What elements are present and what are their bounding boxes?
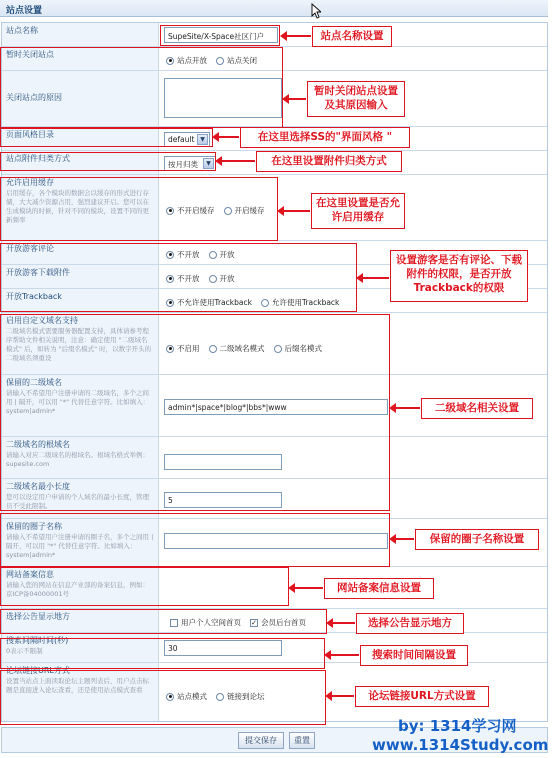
reserved-domain-input[interactable]: admin*|space*|blog*|bbs*|www (164, 399, 388, 415)
radio-cache-off[interactable]: 不开启缓存 (166, 205, 215, 216)
desc-icp: 请输入您的网站在信息产业部的备案信息，例如：京ICP备04000001号 (6, 581, 149, 598)
reset-button[interactable]: 重置 (289, 732, 315, 749)
callout-search: 搜索时间间隔设置 (360, 645, 468, 666)
arrow-c7 (394, 407, 420, 409)
chevron-down-icon: ▼ (197, 134, 208, 145)
label-root-domain: 二级域名的根域名 (6, 440, 70, 449)
label-site-name: 站点名称 (6, 26, 38, 35)
style-dir-select[interactable]: default ▼ (164, 132, 210, 147)
callout-site-name: 站点名称设置 (312, 26, 392, 47)
arrow-c5 (282, 210, 310, 212)
mouse-cursor-icon (311, 3, 321, 19)
arrow-c2 (287, 98, 306, 100)
arrow-c4 (220, 160, 255, 162)
highlight-search (0, 638, 325, 669)
arrow-c8 (394, 538, 414, 540)
credit-line-1: by: 1314学习网 (398, 717, 517, 735)
radio-trackback-yes[interactable]: 允许使用Trackback (261, 297, 339, 308)
desc-forum-url: 设置当站点上面读取论坛主题列表后，用户点击标题是直接进入论坛查看，还是使用站点模式查看 (6, 677, 149, 694)
attach-sort-select[interactable]: 按月归类 ▼ (164, 156, 216, 171)
callout-attach-sort: 在这里设置附件归类方式 (256, 151, 402, 172)
radio-site-closed[interactable]: 站点关闭 (216, 55, 257, 66)
radio-site-open[interactable]: 站点开放 (166, 55, 207, 66)
radio-trackback-no[interactable]: 不允许使用Trackback (166, 297, 252, 308)
callout-forum: 论坛链接URL方式设置 (355, 686, 489, 707)
label-style-dir: 页面风格目录 (6, 130, 54, 139)
page-title-bar (0, 0, 548, 17)
label-min-length: 二级域名最小长度 (6, 482, 70, 491)
callout-guest: 设置游客是否有评论、下载附件的权限，是否开放Trackback的权限 (390, 250, 528, 302)
radio-forum-site[interactable]: 站点模式 (166, 691, 207, 702)
highlight-close-site (0, 47, 283, 128)
radio-cache-on[interactable]: 开启缓存 (224, 205, 265, 216)
arrow-c11 (329, 654, 359, 656)
label-forum-url: 论坛链接URL方式 (6, 666, 70, 675)
label-search-interval: 搜索间隔时间(秒) (6, 636, 69, 645)
label-cache: 允许启用缓存 (6, 178, 54, 187)
callout-style-dir: 在这里选择SS的"界面风格 " (240, 127, 410, 148)
highlight-guest (0, 243, 357, 312)
callout-cache: 在这里设置是否允许启用缓存 (311, 193, 405, 229)
callout-domain: 二级域名相关设置 (421, 398, 533, 419)
search-interval-input[interactable]: 30 (164, 640, 282, 656)
highlight-forum (0, 670, 326, 725)
arrow-c3 (217, 136, 239, 138)
radio-download-yes[interactable]: 开放 (209, 273, 235, 284)
credit-line-2: www.1314Study.com (372, 736, 549, 754)
label-reserved-circle: 保留的圈子名称 (6, 522, 62, 531)
label-notice-place: 选择公告显示地方 (6, 612, 70, 621)
callout-circle: 保留的圈子名称设置 (415, 529, 539, 550)
desc-custom-domain: 二级域名模式需要服务器配置支持，具体请参考程序帮助文件相关说明，注意：确定使用 "二级域名模式" 后，如转为 "后缀名模式" 时，以数字开头的二级域名须重设 (6, 327, 152, 362)
submit-button[interactable]: 提交保存 (238, 732, 284, 749)
radio-comment-yes[interactable]: 开放 (209, 249, 235, 260)
highlight-site-name (160, 25, 280, 46)
callout-notice: 选择公告显示地方 (356, 613, 464, 634)
arrow-c12 (330, 695, 354, 697)
callout-close-site: 暂时关闭站点设置及其原因输入 (307, 81, 405, 117)
radio-domain-subdomain[interactable]: 二级域名模式 (209, 343, 265, 354)
desc-reserved-domain: 请输入不希望用户注册申请的二级域名，多个之间用 | 隔开，可以用 "*" 代替任意字符。比如填入：system|admin* (6, 389, 150, 415)
highlight-cache (0, 177, 278, 241)
arrow-c10 (331, 622, 355, 624)
label-close-site: 暂时关闭站点 (6, 50, 54, 59)
arrow-c6 (361, 277, 389, 279)
label-trackback: 开放Trackback (6, 292, 62, 301)
checkbox-notice-admin[interactable]: ✓ 会员后台首页 (251, 618, 306, 627)
highlight-domain (0, 314, 390, 511)
highlight-circle (0, 513, 390, 567)
site-name-input[interactable]: SupeSite/X-Space社区门户 (164, 27, 278, 43)
highlight-attach-sort (0, 152, 216, 171)
desc-reserved-circle: 请输入不希望用户注册申请的圈子名，多个之间用 | 隔开，可以用 "*" 代替任意字符。比如填入：system|admin* (6, 533, 154, 559)
highlight-style-dir (0, 128, 213, 147)
radio-forum-link[interactable]: 链接到论坛 (216, 691, 265, 702)
radio-domain-off[interactable]: 不启用 (166, 343, 200, 354)
min-length-input[interactable]: 5 (164, 492, 282, 508)
radio-domain-suffix[interactable]: 后缀名模式 (274, 343, 323, 354)
label-icp: 网站备案信息 (6, 570, 54, 579)
desc-min-length: 您可以设定用户申请的个人域名的最小长度，管理员不受此限制。 (6, 493, 149, 510)
callout-icp: 网站备案信息设置 (324, 578, 434, 599)
highlight-icp (0, 567, 289, 606)
highlight-notice (0, 609, 327, 634)
label-reserved-domain: 保留的二级域名 (6, 378, 62, 387)
chevron-down-icon: ▼ (203, 158, 214, 169)
radio-comment-no[interactable]: 不开放 (166, 249, 200, 260)
arrow-c1 (285, 35, 311, 37)
label-attach-sort: 站点附件归类方式 (6, 154, 70, 163)
radio-download-no[interactable]: 不开放 (166, 273, 200, 284)
page-title: 站点设置 (6, 6, 43, 16)
label-custom-domain: 启用自定义域名支持 (6, 316, 78, 325)
label-guest-download: 开放游客下载附件 (6, 268, 70, 277)
checkbox-notice-space[interactable]: 用户个人空间首页 (170, 617, 241, 628)
arrow-c9 (293, 587, 323, 589)
desc-search-interval: 0表示不限制 (6, 647, 43, 655)
desc-root-domain: 请输入对应二级域名的根域名。根域名格式举例：supesite.com (6, 451, 149, 468)
desc-cache: 启用缓存，各个模块的数据会以缓存的形式进行存储，大大减少资源占用，强烈建议开启。您可以在生成模块的时候，针对不同的模块，设置不同的更新频率 (6, 189, 149, 224)
label-close-reason: 关闭站点的原因 (6, 93, 62, 102)
label-guest-comment: 开放游客评论 (6, 244, 54, 253)
